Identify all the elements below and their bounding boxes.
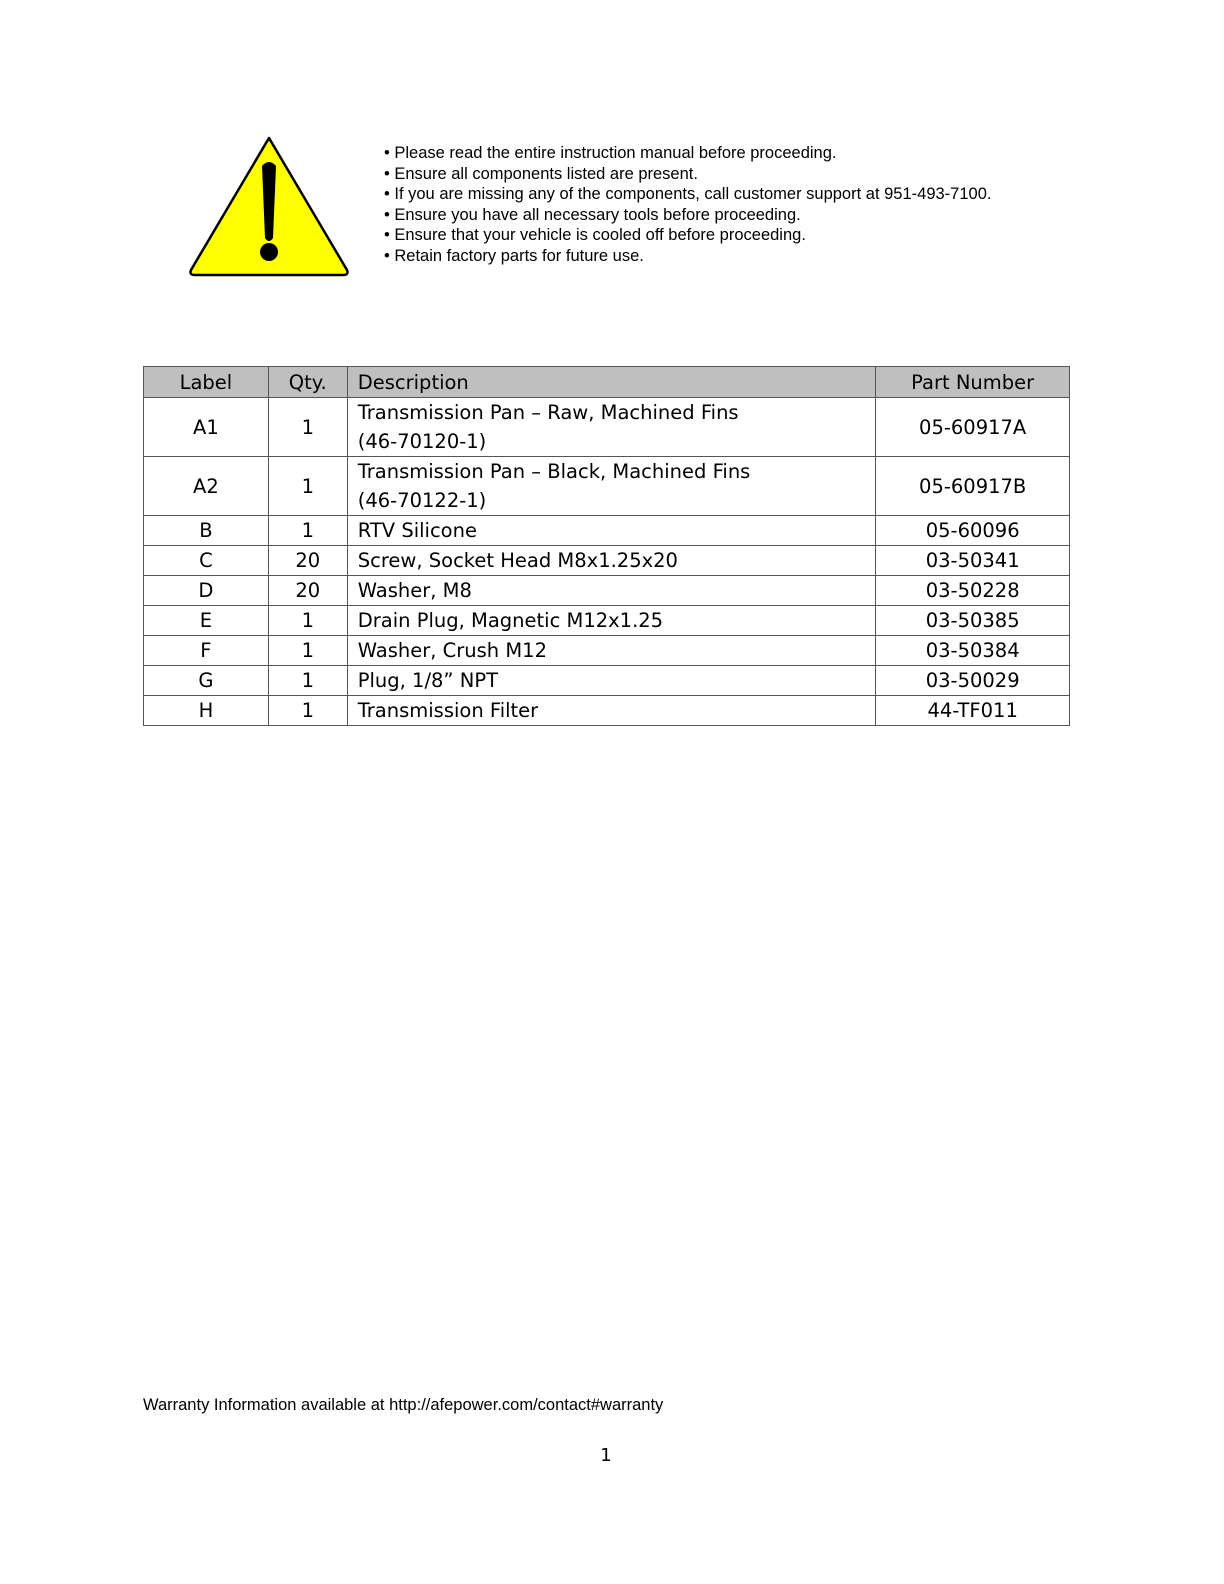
header-part-number: Part Number: [876, 367, 1070, 398]
cell-qty: 1: [268, 696, 347, 726]
table-header-row: [144, 367, 1070, 398]
parts-list-table: [143, 366, 1070, 726]
cell-label: G: [144, 666, 269, 696]
cell-part-number: 03-50228: [876, 576, 1070, 606]
cell-label: B: [144, 516, 269, 546]
warranty-info: Warranty Information available at http://afepower.com/contact#warranty: [143, 1396, 664, 1414]
table-row: [144, 398, 1070, 457]
safety-note: • If you are missing any of the components, call customer support at 951-493-7100.: [384, 184, 991, 205]
cell-description: Washer, Crush M12: [347, 636, 876, 666]
description-line: Transmission Pan – Black, Machined Fins: [357, 460, 751, 483]
cell-label: A2: [144, 457, 269, 516]
safety-note: • Ensure all components listed are present.: [384, 164, 991, 185]
cell-part-number: 05-60917B: [876, 457, 1070, 516]
cell-description: Washer, M8: [347, 576, 876, 606]
cell-qty: 1: [268, 516, 347, 546]
cell-qty: 1: [268, 398, 347, 457]
header-description: Description: [347, 367, 876, 398]
cell-label: C: [144, 546, 269, 576]
table-row: [144, 696, 1070, 726]
cell-part-number: 05-60096: [876, 516, 1070, 546]
cell-description: Screw, Socket Head M8x1.25x20: [347, 546, 876, 576]
cell-part-number: 03-50384: [876, 636, 1070, 666]
header-label: Label: [144, 367, 269, 398]
cell-label: H: [144, 696, 269, 726]
safety-note: • Retain factory parts for future use.: [384, 246, 991, 267]
cell-label: F: [144, 636, 269, 666]
safety-note: • Please read the entire instruction manual before proceeding.: [384, 143, 991, 164]
cell-qty: 1: [268, 606, 347, 636]
header-qty: Qty.: [268, 367, 347, 398]
cell-qty: 1: [268, 666, 347, 696]
cell-qty: 1: [268, 636, 347, 666]
safety-notes-list: [384, 143, 991, 267]
cell-part-number: 05-60917A: [876, 398, 1070, 457]
description-line: (46-70122-1): [357, 489, 487, 512]
table-row: [144, 516, 1070, 546]
table-row: [144, 666, 1070, 696]
cell-part-number: 03-50385: [876, 606, 1070, 636]
cell-qty: 1: [268, 457, 347, 516]
cell-label: D: [144, 576, 269, 606]
warning-triangle-icon: [187, 134, 351, 278]
cell-part-number: 03-50341: [876, 546, 1070, 576]
cell-description: RTV Silicone: [347, 516, 876, 546]
safety-note: • Ensure that your vehicle is cooled off before proceeding.: [384, 225, 991, 246]
cell-description: Plug, 1/8” NPT: [347, 666, 876, 696]
cell-part-number: 03-50029: [876, 666, 1070, 696]
cell-description: [347, 457, 876, 516]
description-line: (46-70120-1): [357, 430, 487, 453]
cell-description: Transmission Filter: [347, 696, 876, 726]
safety-note: • Ensure you have all necessary tools before proceeding.: [384, 205, 991, 226]
cell-qty: 20: [268, 576, 347, 606]
cell-part-number: 44-TF011: [876, 696, 1070, 726]
description-line: Transmission Pan – Raw, Machined Fins: [357, 401, 739, 424]
cell-description: [347, 398, 876, 457]
cell-qty: 20: [268, 546, 347, 576]
page-number: 1: [600, 1445, 612, 1466]
cell-description: Drain Plug, Magnetic M12x1.25: [347, 606, 876, 636]
table-row: [144, 457, 1070, 516]
table-row: [144, 546, 1070, 576]
cell-label: E: [144, 606, 269, 636]
table-row: [144, 576, 1070, 606]
table-row: [144, 606, 1070, 636]
table-row: [144, 636, 1070, 666]
cell-label: A1: [144, 398, 269, 457]
